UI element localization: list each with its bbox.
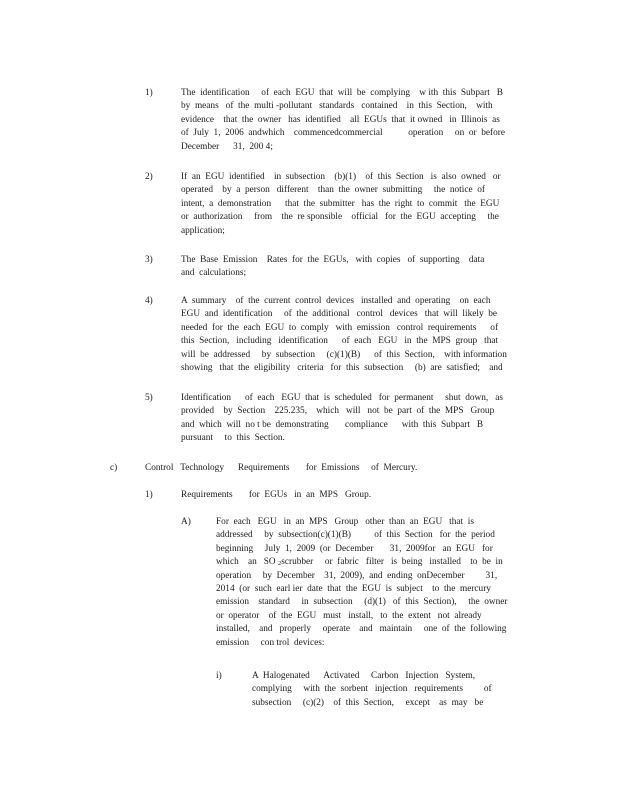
text-line: this Section, including identification of each EGU in the MPS group that	[181, 336, 499, 347]
text-line: complying with the sorbent injection requirements of	[252, 684, 492, 695]
text-line: intent, a demonstration that the submitter has the right to commit the EGU	[181, 198, 500, 209]
text-line: Control Technology Requirements for Emissions of Mercury.	[145, 463, 418, 473]
section-c-label: c)	[110, 463, 118, 473]
item-4-label: 4)	[145, 296, 153, 306]
text-line: or authorization from the re sponsible official for the EGU accepting the	[181, 212, 499, 223]
text-line: operation by December 31, 2009), and ending onDecember 31,	[216, 570, 498, 581]
so2-subscript: 2	[277, 560, 282, 568]
text-line: subsection (c)(2) of this Section, except as may be	[252, 697, 484, 708]
subitem-i-label: i)	[216, 671, 222, 681]
subitem-a-text	[216, 516, 508, 650]
item-1-label: 1)	[145, 88, 153, 98]
text-line: Identification of each EGU that is scheduled for permanent shut down, as	[181, 393, 503, 403]
text-line: For each EGU in an MPS Group other than an EGU that is	[216, 517, 474, 527]
text-line: will be addressed by subsection (c)(1)(B) of this Section, with information	[181, 349, 507, 360]
subitem-i-text	[252, 670, 492, 710]
item-1-text	[181, 87, 505, 154]
text-line: needed for the each EGU to comply with emission control requirements of	[181, 322, 499, 333]
subitem-a-label: A)	[181, 517, 191, 527]
text-line: and which will no t be demonstrating compliance with this Subpart B	[181, 419, 484, 430]
item-2-text	[181, 171, 501, 238]
section-c-heading	[145, 462, 417, 475]
text-line: or operator of the EGU must install, to the extent not already	[216, 610, 482, 621]
text-line: A summary of the current control devices installed and operating on each	[181, 296, 491, 306]
text-line: beginning July 1, 2009 (or December 31, 2009for an EGU for	[216, 543, 493, 554]
text-line: showing that the eligibility criteria for this subsection (b) are satisfied; and	[181, 362, 503, 373]
text-line: December 31, 200 4;	[181, 141, 273, 152]
text-line: operated by a person different than the owner submitting the notice of	[181, 185, 485, 196]
text-line: of July 1, 2006 andwhich commencedcommercial operation on or before	[181, 128, 506, 139]
text-line-so2: which an SO $_2$scrubber or fabric filter is being installed to be in	[216, 557, 503, 568]
item-4-text	[181, 295, 507, 375]
text-line: addressed by subsection(c)(1)(B) of this Section for the period	[216, 530, 495, 541]
text-line: emission standard in subsection (d)(1) of this Section), the owner	[216, 597, 508, 608]
text-line: evidence that the owner has identified all EGUs that it owned in Illinois as	[181, 114, 500, 125]
text-line: installed, and properly operate and maintain one of the following	[216, 624, 507, 635]
c1-heading	[181, 489, 371, 502]
text-line: The Base Emission Rates for the EGUs, with copies of supporting data	[181, 255, 485, 265]
item-5-text	[181, 392, 503, 446]
text-line: The identification of each EGU that will be complying w ith this Subpart B	[181, 88, 503, 98]
text-line: and calculations;	[181, 268, 247, 279]
c1-label: 1)	[145, 490, 153, 500]
text-line: EGU and identification of the additional control devices that will likely be	[181, 309, 498, 320]
item-5-label: 5)	[145, 393, 153, 403]
text-line: provided by Section 225.235, which will not be part of the MPS Group	[181, 406, 495, 417]
text-line: If an EGU identified in subsection (b)(1) of this Section is also owned or	[181, 172, 501, 182]
text-line: application;	[181, 225, 225, 236]
item-3-text	[181, 254, 484, 281]
text-line: 2014 (or such earl ier date that the EGU is subject to the mercury	[216, 583, 491, 594]
text-line: emission con trol devices:	[216, 637, 325, 648]
text-line: Requirements for EGUs in an MPS Group.	[181, 490, 372, 500]
item-2-label: 2)	[145, 172, 153, 182]
text-line: pursuant to this Section.	[181, 433, 285, 444]
text-line: A Halogenated Activated Carbon Injection System,	[252, 671, 476, 681]
text-line: by means of the multi -pollutant standards contained in this Section, with	[181, 101, 493, 112]
item-3-label: 3)	[145, 255, 153, 265]
